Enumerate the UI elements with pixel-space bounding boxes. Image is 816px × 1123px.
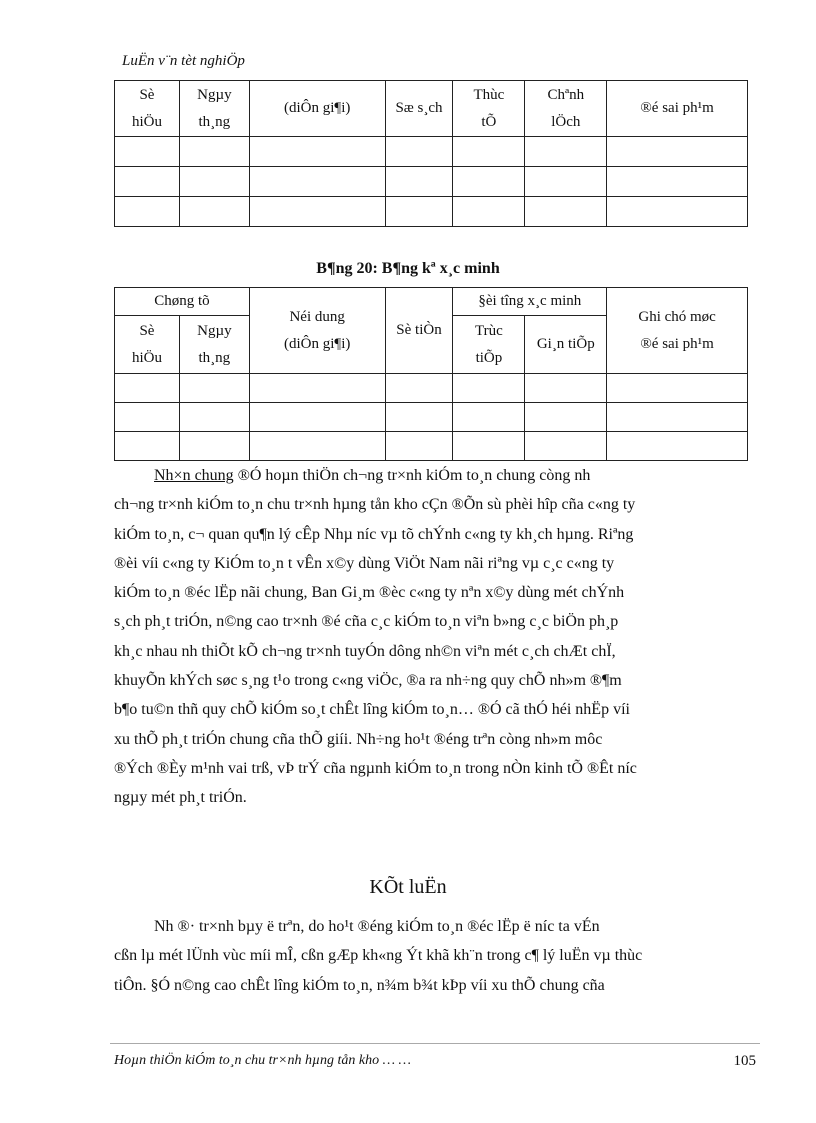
table-header-row xyxy=(115,288,748,316)
text-line: b¶o tu©n thñ quy chÕ kiÓm so¸t chÊt lîng kiÓm to¸n… ®Ó cã thÓ héi nhËp víi xyxy=(114,701,630,719)
table-row xyxy=(115,403,748,432)
audit-table-top xyxy=(114,80,748,227)
text-line: khuyÕn khÝch søc s¸ng t¹o trong c«ng viÖc, ®a ra nh÷ng quy chÕ nh»m ®¶m xyxy=(114,672,622,690)
running-footer: Hoµn thiÖn kiÓm to¸n chu tr×nh hµng tån kho … … xyxy=(114,1053,412,1068)
col-sai-pham: ®é sai ph¹m xyxy=(607,81,748,137)
text-line: s¸ch ph¸t triÓn, n©ng cao tr×nh ®é cña c¸c kiÓm to¸n viªn b»ng c¸c biÖn ph¸p xyxy=(114,613,619,631)
text-line: ngµy mét ph¸t triÓn. xyxy=(114,789,247,807)
col-ngay-thang: Ngµy th¸ng xyxy=(179,316,249,374)
text-line: kh¸c nhau nh thiÕt kÕ ch¬ng tr×nh tuyÓn dông nh©n viªn mét c¸ch chÆt chÏ, xyxy=(114,642,616,660)
table-row xyxy=(115,137,748,167)
text-line: xu thÕ ph¸t triÓn chung cña thÕ giíi. Nh÷ng ho¹t ®éng trªn còng nh»m môc xyxy=(114,730,603,748)
col-so-hieu: Sè hiÖu xyxy=(115,316,180,374)
table-row xyxy=(115,167,748,197)
text-line: ®Ých ®Èy m¹nh vai trß, vÞ trÝ cña ngµnh kiÓm to¸n trong nÒn kinh tÕ ®Êt níc xyxy=(114,759,637,777)
group-doi-tuong: §èi tîng x¸c minh xyxy=(453,288,607,316)
table-row xyxy=(115,197,748,227)
group-chung-tu: Chøng tõ xyxy=(115,288,250,316)
col-chenh-lech: Chªnh lÖch xyxy=(525,81,607,137)
col-so-hieu: Sè hiÖu xyxy=(115,81,180,137)
col-dien-giai: (diÔn gi¶i) xyxy=(249,81,385,137)
text-line: kiÓm to¸n, c¬ quan qu¶n lý cÊp Nhµ níc vµ tõ chÝnh c«ng ty kh¸ch hµng. Riªng xyxy=(114,525,634,543)
col-so-sach: Sæ s¸ch xyxy=(385,81,453,137)
col-gian-tiep: Gi¸n tiÕp xyxy=(525,316,607,374)
text-line: ch¬ng tr×nh kiÓm to¸n chu tr×nh hµng tån kho cÇn ®Õn sù phèi hîp cña c«ng ty xyxy=(114,496,636,514)
text-line: tiÔn. §Ó n©ng cao chÊt lîng kiÓm to¸n, n¾m b¾t kÞp víi xu thÕ chung cña xyxy=(114,976,605,994)
footer-divider xyxy=(110,1043,760,1044)
table-row xyxy=(115,432,748,461)
text-line: kiÓm to¸n ®éc lËp nãi chung, Ban Gi¸m ®èc c«ng ty nªn x©y dùng mét chÝnh xyxy=(114,584,625,602)
closing-paragraph xyxy=(114,912,748,1000)
col-so-tien: Sè tiÒn xyxy=(385,288,453,374)
section-heading: KÕt luËn xyxy=(369,876,447,898)
col-ghi-chu: Ghi chó møc ®é sai ph¹m xyxy=(607,288,748,374)
verification-table xyxy=(114,287,748,461)
conclusion-paragraph xyxy=(114,461,748,813)
running-header: LuËn v¨n tèt nghiÖp xyxy=(122,53,245,69)
lead-phrase: Nh×n chung xyxy=(154,467,234,484)
text-line: ®èi víi c«ng ty KiÓm to¸n t vÊn x©y dùng ViÖt Nam nãi riªng vµ c¸c c«ng ty xyxy=(114,554,615,572)
text-line: Nh ®· tr×nh bµy ë trªn, do ho¹t ®éng kiÓm to¸n ®éc lËp ë níc ta vÉn xyxy=(154,918,600,935)
table-header-row xyxy=(115,81,748,137)
col-noi-dung: Néi dung (diÔn gi¶i) xyxy=(249,288,385,374)
table-caption: B¶ng 20: B¶ng kª x¸c minh xyxy=(316,260,500,277)
text-line: cßn lµ mét lÜnh vùc míi mÎ, cßn gÆp kh«ng Ýt khã kh¨n trong c¶ lý luËn vµ thùc xyxy=(114,947,643,965)
col-thuc-te: Thùc tÕ xyxy=(453,81,525,137)
page-number: 105 xyxy=(733,1053,756,1069)
text-line: Nh×n chung ®Ó hoµn thiÖn ch¬ng tr×nh kiÓm to¸n chung còng nh xyxy=(154,467,591,484)
table-row xyxy=(115,374,748,403)
col-ngay-thang: Ngµy th¸ng xyxy=(179,81,249,137)
col-truc-tiep: Trùc tiÕp xyxy=(453,316,525,374)
